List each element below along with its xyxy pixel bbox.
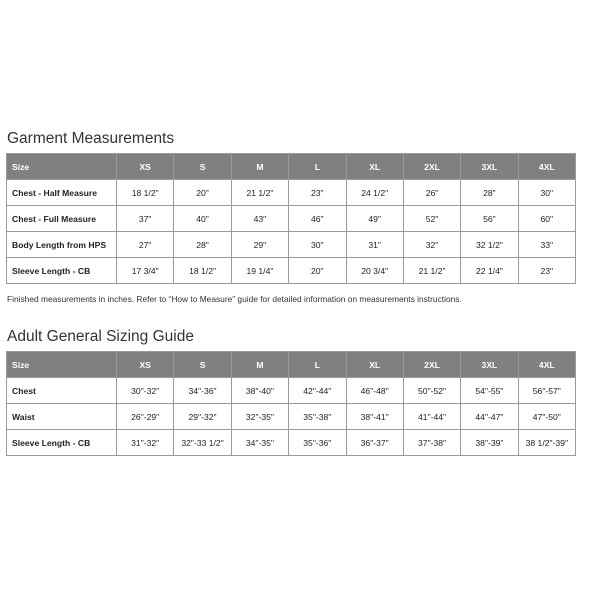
row-label: Chest xyxy=(7,378,117,404)
table-cell: 38 1/2"-39" xyxy=(518,430,575,456)
table-cell: 19 1/4" xyxy=(231,258,288,284)
table-cell: 38"-39" xyxy=(461,430,518,456)
table-cell: 32" xyxy=(403,232,460,258)
header-cell: 4XL xyxy=(518,154,575,180)
table-cell: 37"-38" xyxy=(403,430,460,456)
table-row xyxy=(7,430,576,456)
table-cell: 30" xyxy=(289,232,346,258)
table-cell: 23" xyxy=(289,180,346,206)
table-row xyxy=(7,180,576,206)
table-cell: 31" xyxy=(346,232,403,258)
header-cell: S xyxy=(174,154,231,180)
table-cell: 32"-35" xyxy=(231,404,288,430)
table-cell: 30"-32" xyxy=(117,378,174,404)
table-cell: 52" xyxy=(403,206,460,232)
table-cell: 35"-38" xyxy=(289,404,346,430)
table-cell: 27" xyxy=(117,232,174,258)
measurement-note: Finished measurements in inches. Refer to “How to Measure” guide for detailed information on measurements instructions. xyxy=(7,294,462,304)
table-cell: 31"-32" xyxy=(117,430,174,456)
header-cell: 3XL xyxy=(461,352,518,378)
table-cell: 60" xyxy=(518,206,575,232)
header-cell: Size xyxy=(7,352,117,378)
table-cell: 21 1/2" xyxy=(403,258,460,284)
table-cell: 18 1/2" xyxy=(117,180,174,206)
table-cell: 29"-32" xyxy=(174,404,231,430)
table-cell: 26"-29" xyxy=(117,404,174,430)
table-cell: 38"-41" xyxy=(346,404,403,430)
table-cell: 56"-57" xyxy=(518,378,575,404)
row-label: Sleeve Length - CB xyxy=(7,430,117,456)
table-cell: 33" xyxy=(518,232,575,258)
table-cell: 22 1/4" xyxy=(461,258,518,284)
header-cell: 4XL xyxy=(518,352,575,378)
header-cell: M xyxy=(231,352,288,378)
table-cell: 18 1/2" xyxy=(174,258,231,284)
table-cell: 17 3/4" xyxy=(117,258,174,284)
row-label: Waist xyxy=(7,404,117,430)
table-row xyxy=(7,232,576,258)
table-cell: 32"-33 1/2" xyxy=(174,430,231,456)
table-cell: 32 1/2" xyxy=(461,232,518,258)
table-row xyxy=(7,206,576,232)
header-cell: Size xyxy=(7,154,117,180)
sizing-guide-table xyxy=(6,351,576,456)
header-cell: XL xyxy=(346,352,403,378)
table-cell: 46" xyxy=(289,206,346,232)
table-cell: 20" xyxy=(289,258,346,284)
table-cell: 20" xyxy=(174,180,231,206)
header-cell: XS xyxy=(117,154,174,180)
table-cell: 41"-44" xyxy=(403,404,460,430)
table-cell: 35"-36" xyxy=(289,430,346,456)
garment-measurements-table xyxy=(6,153,576,284)
table-cell: 47"-50" xyxy=(518,404,575,430)
table-cell: 43" xyxy=(231,206,288,232)
table-cell: 23" xyxy=(518,258,575,284)
table-cell: 38"-40" xyxy=(231,378,288,404)
header-cell: 2XL xyxy=(403,154,460,180)
header-cell: M xyxy=(231,154,288,180)
header-cell: XL xyxy=(346,154,403,180)
table-cell: 29" xyxy=(231,232,288,258)
table-cell: 56" xyxy=(461,206,518,232)
header-cell: L xyxy=(289,154,346,180)
table-cell: 20 3/4" xyxy=(346,258,403,284)
table-cell: 34"-36" xyxy=(174,378,231,404)
table-cell: 44"-47" xyxy=(461,404,518,430)
sizing-guide-title: Adult General Sizing Guide xyxy=(7,328,194,345)
header-cell: 2XL xyxy=(403,352,460,378)
table-row xyxy=(7,378,576,404)
row-label: Body Length from HPS xyxy=(7,232,117,258)
row-label: Sleeve Length - CB xyxy=(7,258,117,284)
header-cell: L xyxy=(289,352,346,378)
table-cell: 37" xyxy=(117,206,174,232)
table-cell: 21 1/2" xyxy=(231,180,288,206)
table-cell: 40" xyxy=(174,206,231,232)
table-row xyxy=(7,258,576,284)
table-cell: 24 1/2" xyxy=(346,180,403,206)
table-cell: 42"-44" xyxy=(289,378,346,404)
garment-measurements-title: Garment Measurements xyxy=(7,130,175,147)
table-header-row xyxy=(7,352,576,378)
header-cell: XS xyxy=(117,352,174,378)
row-label: Chest - Full Measure xyxy=(7,206,117,232)
table-cell: 36"-37" xyxy=(346,430,403,456)
table-cell: 50"-52" xyxy=(403,378,460,404)
table-cell: 30" xyxy=(518,180,575,206)
table-cell: 34"-35" xyxy=(231,430,288,456)
header-cell: S xyxy=(174,352,231,378)
table-cell: 28" xyxy=(461,180,518,206)
table-cell: 26" xyxy=(403,180,460,206)
table-cell: 49" xyxy=(346,206,403,232)
table-cell: 46"-48" xyxy=(346,378,403,404)
table-cell: 28" xyxy=(174,232,231,258)
table-header-row xyxy=(7,154,576,180)
header-cell: 3XL xyxy=(461,154,518,180)
row-label: Chest - Half Measure xyxy=(7,180,117,206)
table-row xyxy=(7,404,576,430)
table-cell: 54"-55" xyxy=(461,378,518,404)
